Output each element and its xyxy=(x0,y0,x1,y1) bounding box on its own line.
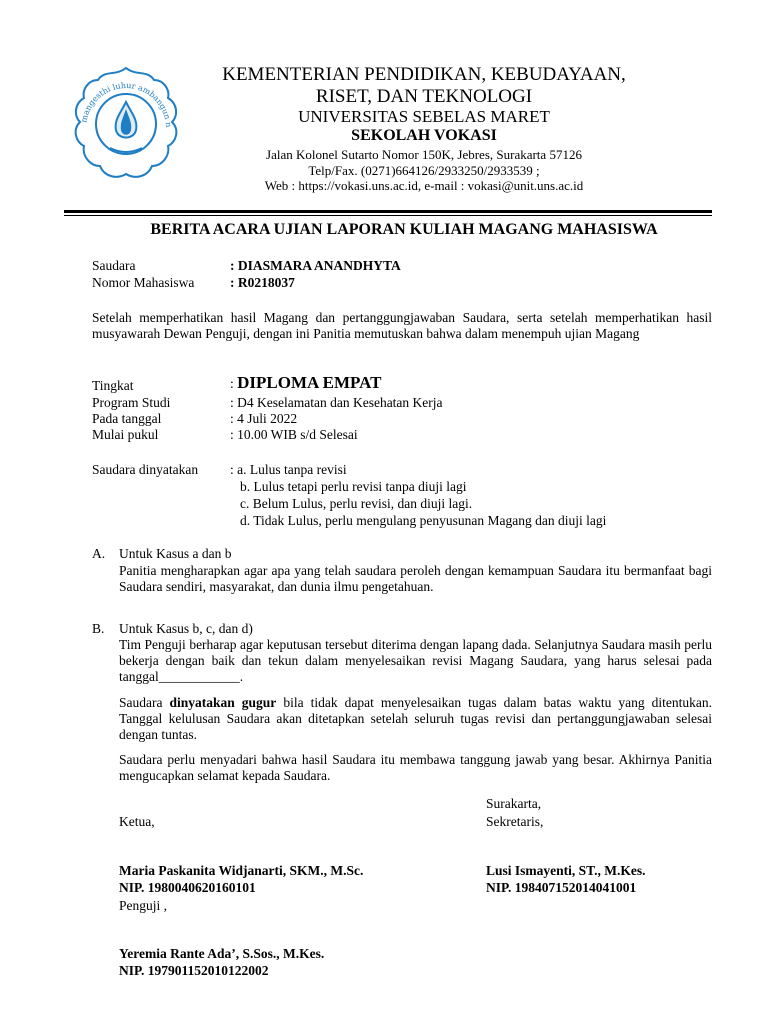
prodi-value: : D4 Keselamatan dan Kesehatan Kerja xyxy=(230,395,443,410)
ministry-name-line2: RISET, DAN TEKNOLOGI xyxy=(315,86,533,107)
student-name-label: Saudara xyxy=(92,258,136,273)
tingkat-label: Tingkat xyxy=(92,378,134,393)
verdict-option-d: d. Tidak Lulus, perlu mengulang penyusunan Magang dan diuji lagi xyxy=(240,513,607,528)
case-b-text1: Tim Penguji berharap agar keputusan tersebut diterima dengan lapang dada. Selanjutnya Saudara masih perlu bekerja dengan baik dan tekun dalam menyelesaikan revisi Magang Saudara, yang harus selesai pada tanggal____________. xyxy=(119,637,712,684)
phone: Telp/Fax. (0271)664126/2933250/2933539 ; xyxy=(308,163,540,178)
case-a-heading: Untuk Kasus a dan b xyxy=(119,546,232,561)
intro-paragraph: Setelah memperhatikan hasil Magang dan pertanggungjawaban Saudara, serta setelah memperhatikan hasil musyawarah Dewan Penguji, dengan ini Panitia memutuskan bahwa dalam menempuh ujian Magang xyxy=(92,310,712,341)
header-divider-thin xyxy=(64,215,712,216)
verdict-option-a: : a. Lulus tanpa revisi xyxy=(230,462,347,477)
case-b-heading: Untuk Kasus b, c, dan d) xyxy=(119,621,253,636)
web-email: Web : https://vokasi.uns.ac.id, e-mail : vokasi@unit.uns.ac.id xyxy=(264,178,584,193)
ketua-label: Ketua, xyxy=(119,814,155,829)
case-b-text2-pre: Saudara xyxy=(119,695,170,710)
university-name: UNIVERSITAS SEBELAS MARET xyxy=(298,107,550,126)
sekretaris-nip: NIP. 198407152014041001 xyxy=(486,880,637,895)
penguji-name: Yeremia Rante Ada’, S.Sos., M.Kes. xyxy=(119,946,325,961)
prodi-label: Program Studi xyxy=(92,395,171,410)
tanggal-label: Pada tanggal xyxy=(92,411,162,426)
case-b-letter: B. xyxy=(92,621,105,636)
penguji-label: Penguji , xyxy=(119,898,168,913)
case-b-text3: Saudara perlu menyadari bahwa hasil Saudara itu membawa tanggung jawab yang besar. Akhirnya Panitia mengucapkan selamat kepada Saudara. xyxy=(119,752,712,783)
logo-motto: mangesthi luhur ambangun n xyxy=(79,80,174,128)
student-nim-label: Nomor Mahasiswa xyxy=(92,275,195,290)
student-name-value: : DIASMARA ANANDHYTA xyxy=(230,258,401,273)
verdict-option-b: b. Lulus tetapi perlu revisi tanpa diuji lagi xyxy=(240,479,467,494)
pukul-label: Mulai pukul xyxy=(92,427,159,442)
ketua-name: Maria Paskanita Widjanarti, SKM., M.Sc. xyxy=(119,863,364,878)
case-a-text: Panitia mengharapkan agar apa yang telah saudara peroleh dengan kemampuan Saudara itu bermanfaat bagi Saudara sendiri, masyarakat, dan dunia ilmu pengetahuan. xyxy=(119,563,712,594)
tingkat-value: DIPLOMA EMPAT xyxy=(237,373,382,392)
sekretaris-name: Lusi Ismayenti, ST., M.Kes. xyxy=(486,863,646,878)
verdict-label: Saudara dinyatakan xyxy=(92,462,199,477)
student-nim-value: : R0218037 xyxy=(230,275,295,290)
address: Jalan Kolonel Sutarto Nomor 150K, Jebres, Surakarta 57126 xyxy=(266,147,582,162)
school-name: SEKOLAH VOKASI xyxy=(351,127,497,144)
signature-place: Surakarta, xyxy=(486,796,542,811)
case-b-text2-post: bila tidak dapat menyelesaikan tugas dalam batas waktu yang ditentukan. Tanggal kelulusan Saudara akan ditetapkan setelah seluruh tugas revisi dan pertanggungjawaban selesai dengan tuntas. xyxy=(119,695,712,742)
ministry-name-line1: KEMENTERIAN PENDIDIKAN, KEBUDAYAAN, xyxy=(222,64,626,85)
case-a-letter: A. xyxy=(92,546,106,561)
tingkat-colon: : xyxy=(230,376,238,391)
tanggal-value: : 4 Juli 2022 xyxy=(230,411,298,426)
verdict-option-c: c. Belum Lulus, perlu revisi, dan diuji lagi. xyxy=(240,496,473,511)
document-title: BERITA ACARA UJIAN LAPORAN KULIAH MAGANG MAHASISWA xyxy=(150,221,658,238)
case-b-text2-bold: dinyatakan gugur xyxy=(169,695,277,710)
sekretaris-label: Sekretaris, xyxy=(486,814,544,829)
case-b-text2 xyxy=(119,695,712,743)
penguji-nip: NIP. 197901152010122002 xyxy=(119,963,269,978)
pukul-value: : 10.00 WIB s/d Selesai xyxy=(230,427,358,442)
header-divider-thick xyxy=(64,210,712,213)
ketua-nip: NIP. 1980040620160101 xyxy=(119,880,256,895)
tingkat-value-wrap xyxy=(230,373,381,393)
